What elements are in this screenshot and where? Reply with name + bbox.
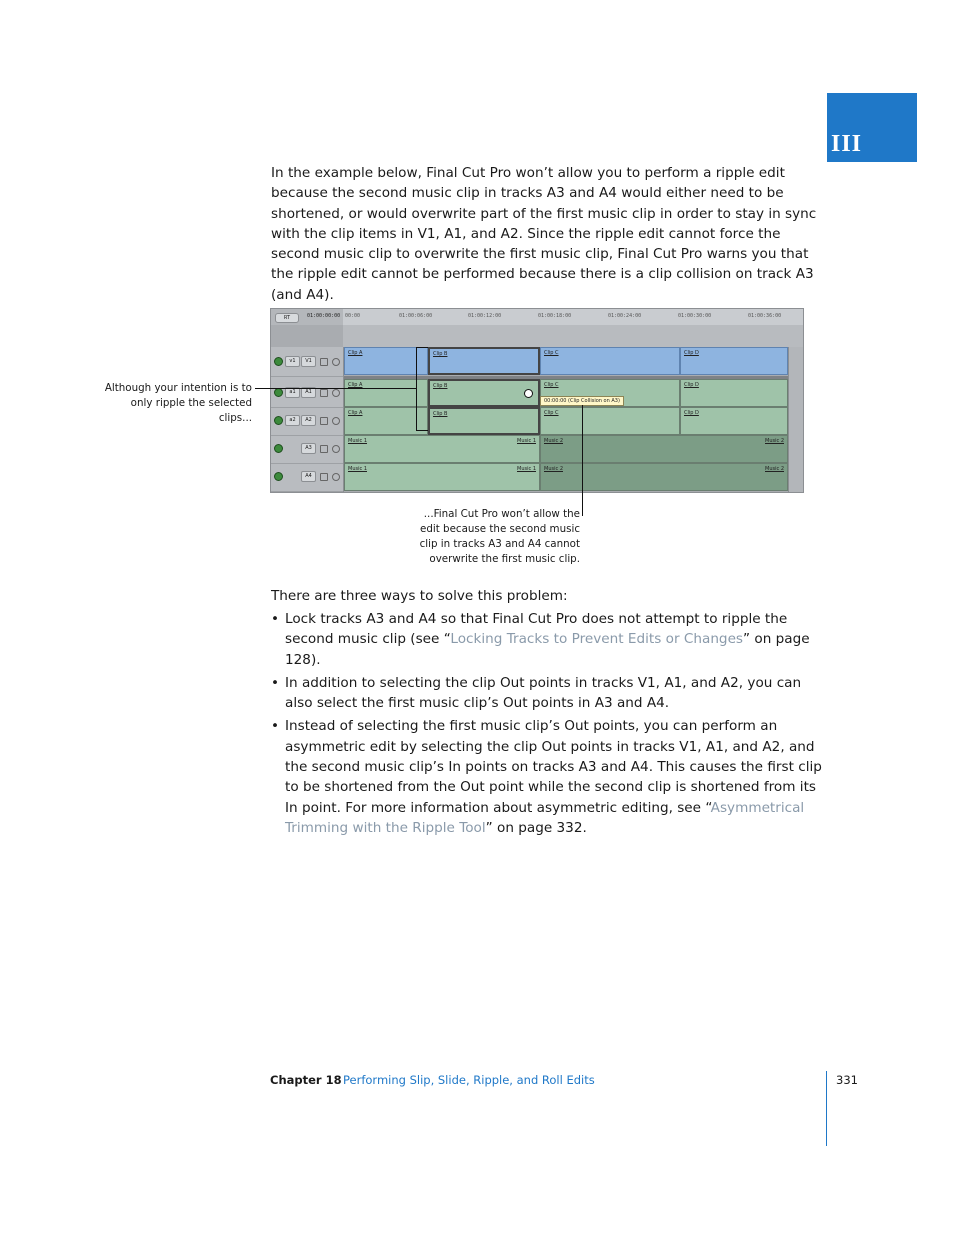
- link-icon[interactable]: [332, 445, 340, 453]
- solutions-list: [271, 609, 827, 841]
- left-callout: Although your intention is to only ripple the selected clips...: [104, 382, 252, 424]
- cross-reference-link[interactable]: Locking Tracks to Prevent Edits or Changes: [450, 631, 744, 648]
- timeline-tracks: [344, 347, 803, 492]
- timeline-screenshot: [270, 308, 804, 493]
- part-tab-label: III: [831, 131, 863, 157]
- clip-name: Clip A: [348, 410, 363, 416]
- clip-a3-music1[interactable]: [344, 435, 540, 463]
- rt-button[interactable]: RT: [275, 313, 299, 323]
- clip-name-end: Music 2: [765, 438, 784, 444]
- bottom-callout: ...Final Cut Pro won’t allow the edit because the second music clip in tracks A3 and A4 cannot overwrite the first music clip.: [419, 508, 580, 565]
- part-tab: [827, 93, 917, 162]
- clip-v1-c[interactable]: [540, 347, 680, 375]
- lock-icon[interactable]: [320, 473, 328, 481]
- clip-a2-d[interactable]: [680, 407, 788, 435]
- clip-name-end: Music 2: [765, 466, 784, 472]
- clip-a2-b[interactable]: [428, 407, 540, 435]
- track-control-v1: [271, 347, 343, 377]
- destination-control[interactable]: A4: [301, 471, 316, 482]
- ruler-tick: 00:00: [345, 313, 361, 319]
- list-item: • In addition to selecting the clip Out points in tracks V1, A1, and A2, you can also select the first music clip’s Out points in A3 and A4.: [271, 674, 802, 712]
- clip-v1-b[interactable]: [428, 347, 540, 375]
- visibility-icon[interactable]: [274, 472, 283, 481]
- list-item: • Lock tracks A3 and A4 so that Final Cut Pro does not attempt to ripple the second music clip (see “Locking Tracks to Prevent Edits or Changes” on page 128).: [271, 611, 810, 668]
- clip-name: Clip B: [433, 411, 448, 417]
- ruler-bar: [343, 325, 803, 347]
- ruler-tick: 01:00:12:00: [468, 313, 502, 319]
- clip-a4-music1[interactable]: [344, 463, 540, 491]
- time-ruler[interactable]: [343, 309, 803, 326]
- lock-icon[interactable]: [320, 417, 328, 425]
- destination-control[interactable]: V1: [301, 356, 316, 367]
- track-controls: [271, 347, 344, 492]
- footer-rule: [826, 1071, 827, 1146]
- intro-paragraph: In the example below, Final Cut Pro won’t allow you to perform a ripple edit because the second music clip in tracks A3 and A4 would either need to be shortened, or would overwrite part of the first music clip in order to stay in sync with the clip items in V1, A1, and A2. Since the ripple edit cannot force the second music clip to overwrite the first music clip, Final Cut Pro warns you that the ripple edit cannot be performed because there is a clip collision on track A3 (and A4).: [271, 165, 817, 303]
- ruler-tick: 01:00:36:00: [748, 313, 782, 319]
- callout-leader-line: [255, 388, 417, 389]
- clip-name: Clip C: [544, 382, 559, 388]
- list-item: • Instead of selecting the first music clip’s Out points, you can perform an asymmetric edit by selecting the clip Out points in tracks V1, A1, and A2, and the second music clip’s In points on tracks A3 and A4. This causes the first clip to be shortened from the Out point while the second clip is shortened from its In point. For more information about asymmetric editing, see “Asymmetrical Trimming with the Ripple Tool” on page 332.: [271, 718, 822, 836]
- clip-name: Clip C: [544, 350, 559, 356]
- track-control-a2: [271, 407, 343, 436]
- clip-name: Music 1: [348, 438, 367, 444]
- clip-name: Clip B: [433, 383, 448, 389]
- page-number: 331: [836, 1073, 858, 1087]
- source-control[interactable]: a1: [285, 387, 300, 398]
- ruler-tick: 01:00:06:00: [399, 313, 433, 319]
- link-icon[interactable]: [332, 389, 340, 397]
- visibility-icon[interactable]: [274, 388, 283, 397]
- clip-name: Music 2: [544, 466, 563, 472]
- clip-name: Music 2: [544, 438, 563, 444]
- chapter-label: Chapter 18: [270, 1073, 342, 1087]
- lock-icon[interactable]: [320, 445, 328, 453]
- source-control[interactable]: a2: [285, 415, 300, 426]
- clip-name: Clip B: [433, 351, 448, 357]
- lock-icon[interactable]: [320, 358, 328, 366]
- ripple-cursor-icon: [524, 389, 533, 398]
- track-control-a4: [271, 463, 343, 492]
- clip-name: Clip D: [684, 410, 699, 416]
- timecode-display: 01:00:00:00: [307, 313, 341, 319]
- timeline-header: [271, 309, 344, 325]
- callout-bracket-top: [416, 347, 428, 348]
- clip-a2-c[interactable]: [540, 407, 680, 435]
- clip-name-end: Music 1: [517, 466, 536, 472]
- source-control[interactable]: v1: [285, 356, 300, 367]
- visibility-icon[interactable]: [274, 416, 283, 425]
- clip-name: Clip D: [684, 350, 699, 356]
- clip-a3-music2[interactable]: [540, 435, 788, 463]
- ruler-tick: 01:00:18:00: [538, 313, 572, 319]
- link-icon[interactable]: [332, 473, 340, 481]
- clip-name: Clip C: [544, 410, 559, 416]
- vertical-scrollbar[interactable]: [788, 347, 803, 492]
- ruler-tick: 01:00:24:00: [608, 313, 642, 319]
- ruler-tick: 01:00:30:00: [678, 313, 712, 319]
- clip-name: Clip A: [348, 350, 363, 356]
- callout-bracket: [416, 347, 417, 431]
- track-control-a1: [271, 379, 343, 408]
- callout-leader-line-bottom: [582, 405, 583, 516]
- clip-name: Music 1: [348, 466, 367, 472]
- link-icon[interactable]: [332, 358, 340, 366]
- clip-a4-music2[interactable]: [540, 463, 788, 491]
- visibility-icon[interactable]: [274, 357, 283, 366]
- destination-control[interactable]: A2: [301, 415, 316, 426]
- link-icon[interactable]: [332, 417, 340, 425]
- chapter-title[interactable]: Performing Slip, Slide, Ripple, and Roll Edits: [343, 1073, 595, 1087]
- lead-paragraph: There are three ways to solve this problem:: [271, 588, 568, 604]
- clip-name: Clip D: [684, 382, 699, 388]
- callout-bracket-bottom: [416, 430, 428, 431]
- track-control-a3: [271, 435, 343, 464]
- clip-v1-d[interactable]: [680, 347, 788, 375]
- clip-name: Clip A: [348, 382, 363, 388]
- collision-tooltip: 00:00:00 (Clip Collision on A3): [540, 396, 624, 406]
- cross-reference-link[interactable]: Asymmetrical Trimming with the Ripple Tool: [285, 799, 805, 836]
- clip-a1-d[interactable]: [680, 379, 788, 407]
- clip-name-end: Music 1: [517, 438, 536, 444]
- destination-control[interactable]: A1: [301, 387, 316, 398]
- destination-control[interactable]: A3: [301, 443, 316, 454]
- visibility-icon[interactable]: [274, 444, 283, 453]
- lock-icon[interactable]: [320, 389, 328, 397]
